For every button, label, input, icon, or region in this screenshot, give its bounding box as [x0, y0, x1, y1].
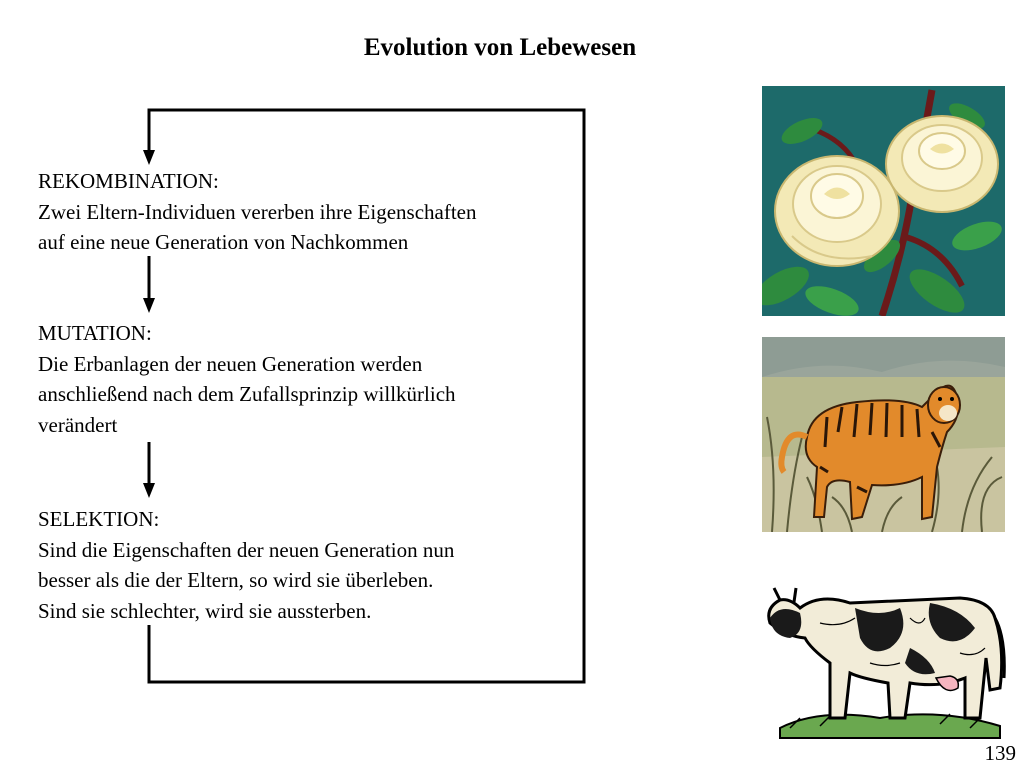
step-selektion	[38, 504, 598, 626]
step-line: auf eine neue Generation von Nachkommen	[38, 230, 409, 254]
step-line: Die Erbanlagen der neuen Generation werden	[38, 351, 423, 376]
rose-left	[775, 156, 899, 266]
slide-title: Evolution von Lebewesen	[363, 34, 637, 61]
step-line: Sind die Eigenschaften der neuen Generation nun	[38, 537, 455, 562]
rose-right	[886, 116, 998, 212]
step-mutation	[38, 318, 598, 440]
roses-image	[762, 86, 1005, 316]
step-heading: MUTATION:	[38, 321, 152, 345]
arrowhead-selektion	[143, 483, 155, 498]
step-heading: REKOMBINATION:	[38, 169, 219, 193]
loop-arrowhead	[143, 150, 155, 165]
page-number: 139	[984, 741, 1016, 765]
tiger-image	[762, 337, 1005, 532]
arrowhead-mutation	[143, 298, 155, 313]
step-line: anschließend nach dem Zufallsprinzip willkürlich	[38, 382, 456, 406]
step-line: besser als die der Eltern, so wird sie überleben.	[38, 568, 434, 592]
step-line: Zwei Eltern-Individuen vererben ihre Eigenschaften	[38, 199, 477, 224]
step-line: verändert	[38, 412, 118, 437]
step-line: Sind sie schlechter, wird sie aussterben.	[38, 598, 372, 623]
step-heading: SELEKTION:	[38, 507, 160, 531]
step-rekombination	[38, 166, 598, 258]
cow-image	[760, 578, 1008, 748]
